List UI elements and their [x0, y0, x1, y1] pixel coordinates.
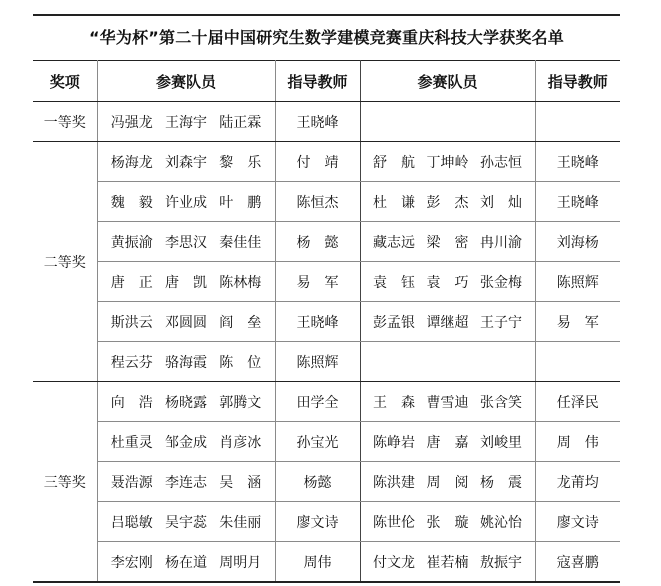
- team-member-name: 袁 钰: [373, 274, 415, 291]
- left-team-cell: [97, 142, 275, 182]
- table-row: [33, 342, 620, 382]
- award-level-cell: 一等奖: [33, 102, 97, 142]
- team-member-name: 邓圆圆: [165, 314, 207, 331]
- advisor-name: [535, 342, 620, 382]
- team-member-name: 刘峻里: [480, 434, 522, 451]
- team-member-name: 李宏刚: [110, 554, 153, 571]
- team-member-name: 敖振宇: [480, 554, 522, 571]
- advisor-name: 王晓峰: [275, 102, 360, 142]
- team-member-name: 王 森: [373, 394, 415, 411]
- team-member-name: 吴宇蕊: [165, 514, 207, 531]
- team-member-name: 陈世伦: [373, 514, 415, 531]
- team-member-name: 冯强龙: [110, 114, 153, 131]
- team-member-name: 曹雪迪: [426, 394, 469, 411]
- right-team-cell: [360, 302, 535, 342]
- advisor-name: 廖文诗: [535, 502, 620, 542]
- table-row: [33, 182, 620, 222]
- team-member-name: 杜 谦: [373, 194, 415, 211]
- team-member-name: 吴 涵: [219, 474, 262, 491]
- left-team-cell: [97, 222, 275, 262]
- advisor-name: 杨 懿: [275, 222, 360, 262]
- advisor-name: [535, 102, 620, 142]
- team-member-name: 周明月: [219, 554, 262, 571]
- team-member-name: 唐 嘉: [426, 434, 469, 451]
- team-member-name: 李连志: [165, 474, 207, 491]
- team-member-name: 唐 正: [110, 274, 153, 291]
- table-row: [33, 542, 620, 583]
- right-team-cell: [360, 382, 535, 422]
- left-team-cell: [97, 502, 275, 542]
- advisor-name: 王晓峰: [535, 182, 620, 222]
- award-list-sheet: [33, 14, 620, 583]
- team-member-name: 唐 凯: [165, 274, 207, 291]
- team-member-name: 刘 灿: [480, 194, 522, 211]
- table-row: [33, 222, 620, 262]
- team-member-name: 张 璇: [426, 514, 469, 531]
- advisor-name: 周 伟: [535, 422, 620, 462]
- advisor-name: 王晓峰: [275, 302, 360, 342]
- header-advisor: 指导教师: [275, 61, 360, 102]
- advisor-name: 易 军: [535, 302, 620, 342]
- advisor-name: 陈恒杰: [275, 182, 360, 222]
- team-member-name: 向 浩: [110, 394, 153, 411]
- right-team-cell: [360, 342, 535, 382]
- team-member-name: 杜重灵: [110, 434, 153, 451]
- team-member-name: 魏 毅: [110, 194, 153, 211]
- left-team-cell: [97, 382, 275, 422]
- team-member-name: 秦佳佳: [219, 234, 262, 251]
- header-advisor-2: 指导教师: [535, 61, 620, 102]
- table-row: [33, 142, 620, 182]
- award-table: [33, 60, 620, 583]
- award-level-cell: 二等奖: [33, 142, 97, 382]
- team-member-name: 李思汉: [165, 234, 207, 251]
- team-member-name: 邹金成: [165, 434, 207, 451]
- award-level-cell: 三等奖: [33, 382, 97, 583]
- team-member-name: 陈 位: [219, 354, 262, 371]
- team-member-name: 彭孟银: [373, 314, 415, 331]
- team-member-name: 王子宁: [480, 314, 522, 331]
- left-team-cell: [97, 182, 275, 222]
- award-table-body: [33, 102, 620, 583]
- header-award: 奖项: [33, 61, 97, 102]
- header-team: 参赛队员: [97, 61, 275, 102]
- team-member-name: 张含笑: [480, 394, 522, 411]
- table-row: [33, 302, 620, 342]
- right-team-cell: [360, 422, 535, 462]
- team-member-name: 付文龙: [373, 554, 415, 571]
- team-member-name: 袁 巧: [426, 274, 469, 291]
- right-team-cell: [360, 542, 535, 583]
- team-member-name: 藏志远: [373, 234, 415, 251]
- team-member-name: 刘森宇: [165, 154, 207, 171]
- advisor-name: 周伟: [275, 542, 360, 583]
- team-member-name: 阎 垒: [219, 314, 262, 331]
- left-team-cell: [97, 542, 275, 583]
- team-member-name: 肖彦冰: [219, 434, 262, 451]
- team-member-name: 杨晓露: [165, 394, 207, 411]
- advisor-name: 付 靖: [275, 142, 360, 182]
- right-team-cell: [360, 262, 535, 302]
- team-member-name: 陈林梅: [219, 274, 262, 291]
- team-member-name: 许业成: [165, 194, 207, 211]
- table-row: [33, 422, 620, 462]
- team-member-name: 梁 密: [426, 234, 469, 251]
- team-member-name: 骆海霞: [165, 354, 207, 371]
- advisor-name: 陈照辉: [275, 342, 360, 382]
- header-team-2: 参赛队员: [360, 61, 535, 102]
- left-team-cell: [97, 102, 275, 142]
- team-member-name: 吕聪敏: [110, 514, 153, 531]
- team-member-name: 黄振渝: [110, 234, 153, 251]
- left-team-cell: [97, 342, 275, 382]
- team-member-name: 孙志恒: [480, 154, 522, 171]
- team-member-name: 陈洪建: [373, 474, 415, 491]
- advisor-name: 陈照辉: [535, 262, 620, 302]
- team-member-name: 杨在道: [165, 554, 207, 571]
- advisor-name: 易 军: [275, 262, 360, 302]
- table-row: [33, 502, 620, 542]
- team-member-name: 陆正霖: [219, 114, 262, 131]
- right-team-cell: [360, 182, 535, 222]
- team-member-name: 杨 震: [480, 474, 522, 491]
- table-row: [33, 462, 620, 502]
- team-member-name: 黎 乐: [219, 154, 262, 171]
- team-member-name: 谭继超: [426, 314, 469, 331]
- advisor-name: 任泽民: [535, 382, 620, 422]
- team-member-name: 郭腾文: [219, 394, 262, 411]
- team-member-name: 冉川渝: [480, 234, 522, 251]
- team-member-name: 朱佳丽: [219, 514, 262, 531]
- advisor-name: 廖文诗: [275, 502, 360, 542]
- advisor-name: 孙宝光: [275, 422, 360, 462]
- header-row: [33, 61, 620, 102]
- team-member-name: 杨海龙: [110, 154, 153, 171]
- document-title: “华为杯”第二十届中国研究生数学建模竞赛重庆科技大学获奖名单: [33, 14, 620, 60]
- team-member-name: 陈峥岩: [373, 434, 415, 451]
- team-member-name: 姚沁怡: [480, 514, 522, 531]
- team-member-name: 彭 杰: [426, 194, 469, 211]
- left-team-cell: [97, 262, 275, 302]
- right-team-cell: [360, 102, 535, 142]
- advisor-name: 龙莆均: [535, 462, 620, 502]
- team-member-name: 崔若楠: [426, 554, 469, 571]
- table-row: [33, 102, 620, 142]
- right-team-cell: [360, 462, 535, 502]
- team-member-name: 张金梅: [480, 274, 522, 291]
- team-member-name: 叶 鹏: [219, 194, 262, 211]
- right-team-cell: [360, 222, 535, 262]
- advisor-name: 杨懿: [275, 462, 360, 502]
- team-member-name: 周 阅: [426, 474, 469, 491]
- advisor-name: 寇喜鹏: [535, 542, 620, 583]
- advisor-name: 王晓峰: [535, 142, 620, 182]
- right-team-cell: [360, 502, 535, 542]
- team-member-name: 王海宇: [165, 114, 207, 131]
- table-row: [33, 262, 620, 302]
- team-member-name: 舒 航: [373, 154, 415, 171]
- left-team-cell: [97, 462, 275, 502]
- left-team-cell: [97, 302, 275, 342]
- team-member-name: 聂浩源: [110, 474, 153, 491]
- advisor-name: 田学全: [275, 382, 360, 422]
- table-row: [33, 382, 620, 422]
- left-team-cell: [97, 422, 275, 462]
- team-member-name: 程云芬: [110, 354, 153, 371]
- team-member-name: 斯洪云: [110, 314, 153, 331]
- right-team-cell: [360, 142, 535, 182]
- team-member-name: 丁坤岭: [426, 154, 469, 171]
- advisor-name: 刘海杨: [535, 222, 620, 262]
